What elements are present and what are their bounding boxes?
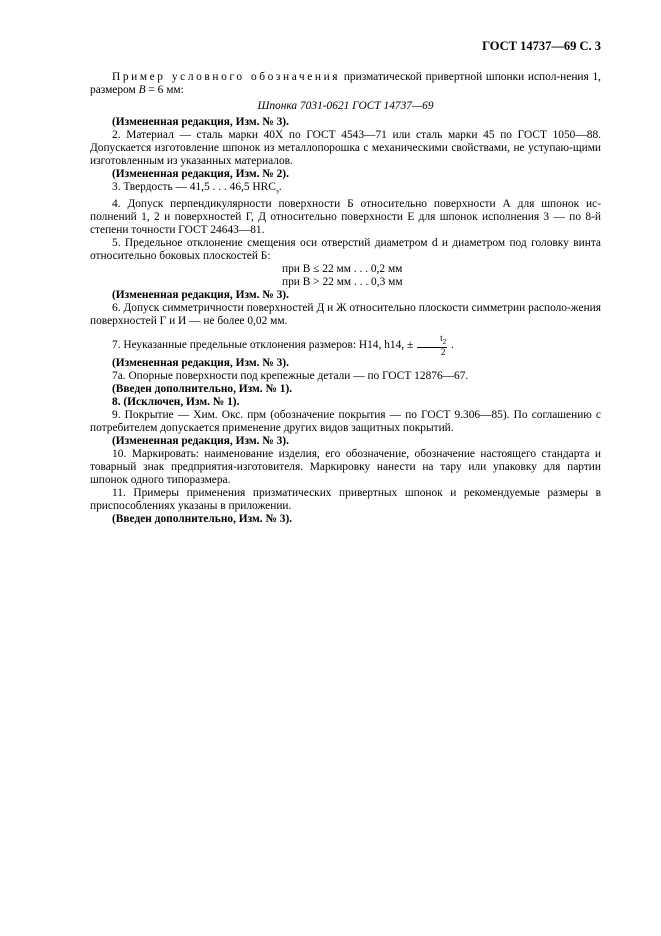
example-paragraph: [90, 71, 601, 97]
amendment-note: (Измененная редакция, Изм. № 3).: [112, 116, 289, 128]
example-designation: Шпонка 7031-0621 ГОСТ 14737—69: [257, 100, 434, 112]
clause-7-end: .: [448, 339, 454, 352]
clause-3: [90, 181, 601, 198]
clause-8-excluded: 8. (Исключен, Изм. № 1).: [112, 396, 240, 409]
example-eq: = 6 мм:: [145, 84, 184, 96]
example-heading: Пример условного обозначения: [112, 71, 341, 83]
clause-9: 9. Покрытие — Хим. Окс. прм (обозначение покрытия — по ГОСТ 9.306—85). По соглашению с потребителем допускается применение других видов защитных покрытий.: [90, 409, 601, 435]
amendment-note: (Измененная редакция, Изм. № 3).: [112, 289, 289, 302]
amendment-note: (Введен дополнительно, Изм. № 1).: [112, 383, 293, 396]
amendment-note: (Измененная редакция, Изм. № 3).: [112, 357, 289, 370]
clause-6: 6. Допуск симметричности поверхностей Д и Ж относительно плоскости симметрии располо-жения поверхностей Г и И — не более 0,02 мм.: [90, 302, 601, 328]
clause-5-condition-1: при В ≤ 22 мм . . . 0,2 мм: [282, 263, 403, 276]
clause-4: 4. Допуск перпендикулярности поверхности Б относительно поверхности А для шпонок ис-полнений 1, 2 и поверхностей Г, Д относительно поверхности Е для шпонок исполнения 3 — по 8-й степени точности ГОСТ 24643—81.: [90, 198, 601, 237]
tolerance-fraction: [417, 334, 447, 357]
clause-3-end: .: [278, 181, 282, 193]
clause-2: 2. Материал — сталь марки 40Х по ГОСТ 4543—71 или сталь марки 45 по ГОСТ 1050—88. Допускается изготовление шпонок из металлопорошка с механическими свойствами, не уступаю-щими изготовленным из указанных материалов.: [90, 129, 601, 167]
example-b-symbol: В: [138, 84, 146, 96]
clause-5-condition-2: при В > 22 мм . . . 0,3 мм: [282, 276, 403, 289]
fraction-denominator: 2: [440, 347, 446, 358]
clause-10: 10. Маркировать: наименование изделия, его обозначение, обозначение настоящего стандарта и товарный знак предприятия-изготовителя. Маркировку нанести на тару или упаковку для партии шпонок одного типоразмера.: [90, 448, 601, 487]
clause-7: [90, 334, 601, 357]
clause-7-text: 7. Неуказанные предельные отклонения размеров: H14, h14, ±: [112, 339, 417, 352]
page-header: ГОСТ 14737—69 С. 3: [482, 39, 601, 53]
clause-5: 5. Предельное отклонение смещения оси отверстий диаметром d и диаметром под головку винта относительно боковых плоскостей Б:: [90, 237, 601, 263]
amendment-note: (Введен дополнительно, Изм. № 3).: [112, 513, 293, 526]
amendment-note: (Измененная редакция, Изм. № 2).: [112, 168, 289, 180]
clause-3-text: 3. Твердость — 41,5 . . . 46,5 HRC: [112, 181, 276, 193]
clause-3-sub: э: [275, 187, 279, 196]
example-text: призматической привертной шпонки испол-нения 1, размером: [90, 71, 601, 96]
amendment-note: (Измененная редакция, Изм. № 3).: [112, 435, 289, 448]
clause-11: 11. Примеры применения призматических привертных шпонок и рекомендуемые размеры в приспособлениях указаны в приложении.: [90, 487, 601, 513]
clause-7a: 7а. Опорные поверхности под крепежные детали — по ГОСТ 12876—67.: [112, 370, 469, 383]
document-page: [90, 40, 601, 526]
fraction-numerator: $t_2$: [417, 334, 447, 348]
